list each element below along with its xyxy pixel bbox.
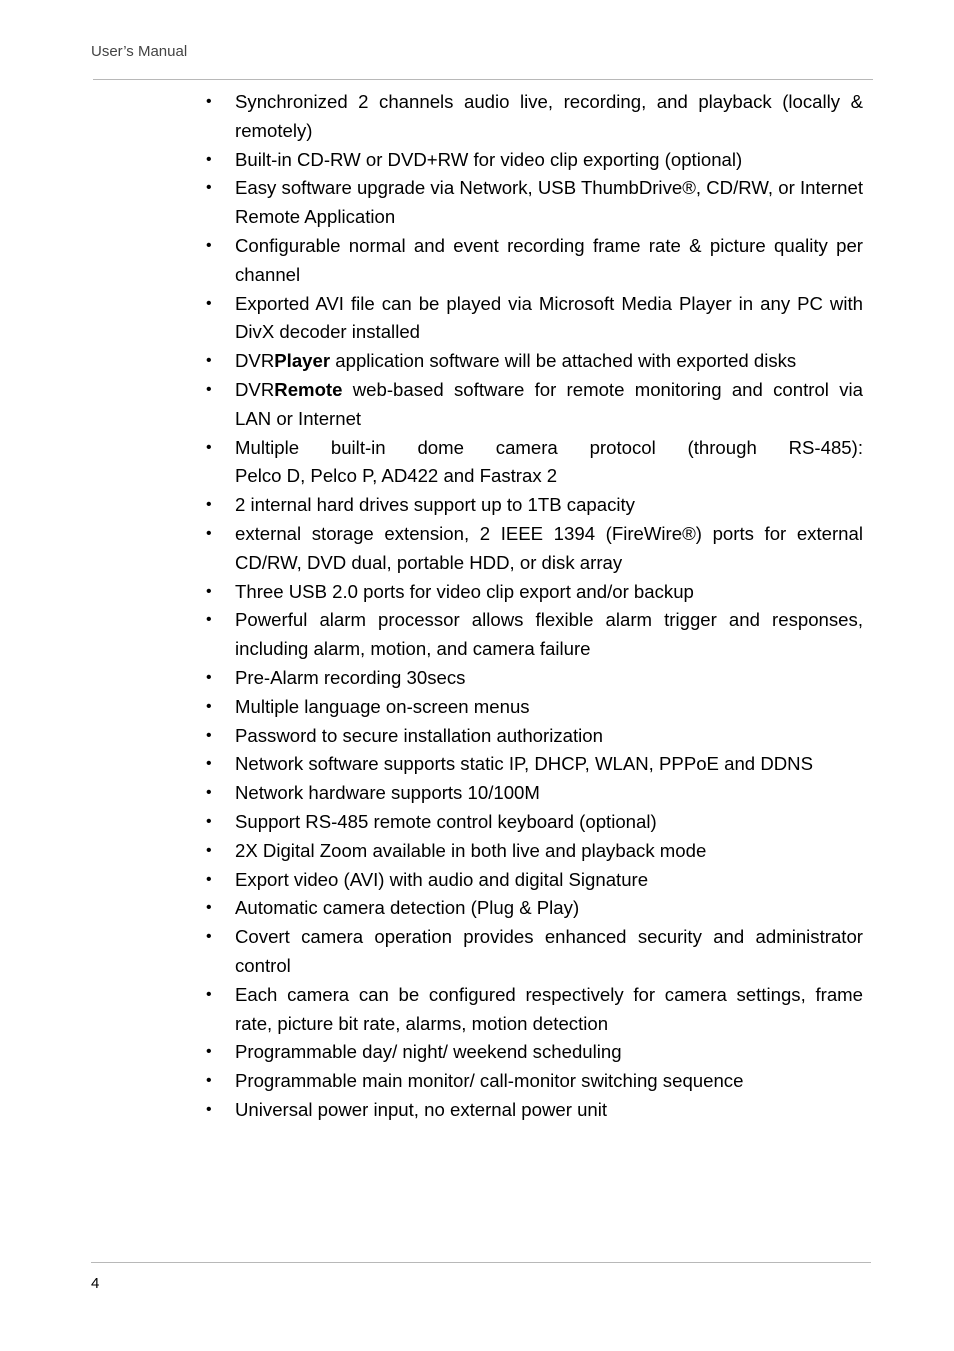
bullet-icon: • bbox=[206, 928, 212, 946]
footer-divider bbox=[91, 1262, 871, 1263]
bullet-icon: • bbox=[206, 1043, 212, 1061]
page-number: 4 bbox=[91, 1275, 100, 1292]
bullet-icon: • bbox=[206, 1072, 212, 1090]
bullet-icon: • bbox=[206, 784, 212, 802]
list-item: • 2X Digital Zoom available in both live and playback mode bbox=[235, 837, 863, 866]
bullet-icon: • bbox=[206, 697, 212, 715]
bullet-icon: • bbox=[206, 812, 212, 830]
bullet-icon: • bbox=[206, 496, 212, 514]
bullet-icon: • bbox=[206, 294, 212, 312]
feature-list bbox=[206, 88, 863, 1125]
bullet-icon: • bbox=[206, 438, 212, 456]
list-item: • Network software supports static IP, DHCP, WLAN, PPPoE and DDNS bbox=[235, 750, 863, 779]
list-item: • Universal power input, no external power unit bbox=[235, 1096, 863, 1125]
bullet-icon: • bbox=[206, 899, 212, 917]
bullet-icon: • bbox=[206, 236, 212, 254]
list-item: • Multiple built-in dome camera protocol (through RS-485): Pelco D, Pelco P, AD422 and Fastrax 2 bbox=[235, 434, 863, 492]
bullet-icon: • bbox=[206, 726, 212, 744]
bullet-icon: • bbox=[206, 611, 212, 629]
list-item: • Pre-Alarm recording 30secs bbox=[235, 664, 863, 693]
list-item: • Powerful alarm processor allows flexible alarm trigger and responses, including alarm, motion, and camera failure bbox=[235, 606, 863, 664]
list-item: • Three USB 2.0 ports for video clip export and/or backup bbox=[235, 578, 863, 607]
bullet-icon: • bbox=[206, 380, 212, 398]
list-item: • Password to secure installation authorization bbox=[235, 722, 863, 751]
bullet-icon: • bbox=[206, 179, 212, 197]
bullet-icon: • bbox=[206, 1100, 212, 1118]
product-name: Remote bbox=[274, 378, 343, 400]
bullet-icon: • bbox=[206, 582, 212, 600]
list-item: • Multiple language on-screen menus bbox=[235, 693, 863, 722]
list-item: • Automatic camera detection (Plug & Play) bbox=[235, 894, 863, 923]
list-item: • Easy software upgrade via Network, USB ThumbDrive®, CD/RW, or Internet Remote Application bbox=[235, 174, 863, 232]
list-item: • Support RS-485 remote control keyboard (optional) bbox=[235, 808, 863, 837]
bullet-icon: • bbox=[206, 524, 212, 542]
running-header: User’s Manual bbox=[91, 43, 188, 60]
bullet-icon: • bbox=[206, 755, 212, 773]
list-item: • Network hardware supports 10/100M bbox=[235, 779, 863, 808]
list-item: • Programmable main monitor/ call-monitor switching sequence bbox=[235, 1067, 863, 1096]
bullet-icon: • bbox=[206, 352, 212, 370]
bullet-icon: • bbox=[206, 668, 212, 686]
header-divider bbox=[93, 79, 873, 80]
list-item: • Each camera can be configured respectively for camera settings, frame rate, picture bit rate, alarms, motion detection bbox=[235, 981, 863, 1039]
list-item: • DVRRemote web-based software for remote monitoring and control via LAN or Internet bbox=[235, 376, 863, 434]
list-item: • 2 internal hard drives support up to 1TB capacity bbox=[235, 491, 863, 520]
bullet-icon: • bbox=[206, 870, 212, 888]
bullet-icon: • bbox=[206, 841, 212, 859]
list-item: • DVRPlayer application software will be attached with exported disks bbox=[235, 347, 863, 376]
list-item: • Export video (AVI) with audio and digital Signature bbox=[235, 866, 863, 895]
bullet-icon: • bbox=[206, 985, 212, 1003]
bullet-icon: • bbox=[206, 150, 212, 168]
list-item: • Built-in CD-RW or DVD+RW for video clip exporting (optional) bbox=[235, 146, 863, 175]
list-item: • Programmable day/ night/ weekend scheduling bbox=[235, 1038, 863, 1067]
bullet-icon: • bbox=[206, 93, 212, 110]
list-item: • external storage extension, 2 IEEE 1394 (FireWire®) ports for external CD/RW, DVD dual, portable HDD, or disk array bbox=[235, 520, 863, 578]
product-name: Player bbox=[274, 350, 331, 372]
list-item: • Synchronized 2 channels audio live, recording, and playback (locally & remotely) bbox=[235, 88, 863, 146]
list-item: • Covert camera operation provides enhanced security and administrator control bbox=[235, 923, 863, 981]
list-item: • Configurable normal and event recording frame rate & picture quality per channel bbox=[235, 232, 863, 290]
list-item: • Exported AVI file can be played via Microsoft Media Player in any PC with DivX decoder installed bbox=[235, 290, 863, 348]
